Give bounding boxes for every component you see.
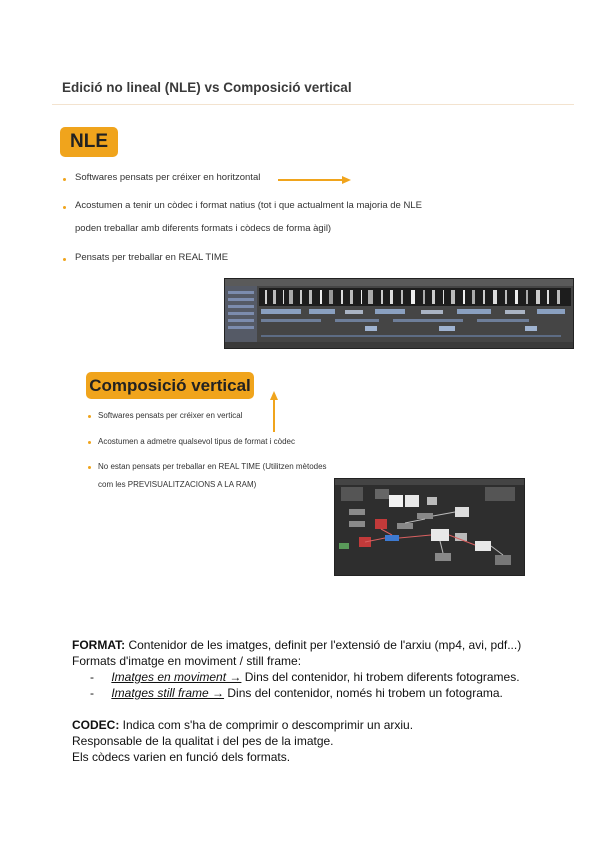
format-line-2: Formats d'imatge en moviment / still frame: bbox=[72, 654, 302, 668]
nle-timeline-screenshot bbox=[224, 278, 574, 349]
bullet-dot bbox=[63, 258, 66, 261]
bullet-dot bbox=[63, 206, 66, 209]
term-still-frame: Imatges still frame → bbox=[111, 686, 225, 700]
composition-bullet-1: Softwares pensats per créixer en vertical bbox=[98, 411, 243, 420]
composition-bullet-3-cont: com les PREVISUALITZACIONS A LA RAM) bbox=[98, 480, 257, 489]
codec-label: CODEC: bbox=[72, 718, 120, 732]
title-divider bbox=[52, 104, 574, 105]
desc-moving-images: Dins del contenidor, hi trobem diferents fotogrames. bbox=[241, 670, 520, 684]
term-moving-images: Imatges en moviment → bbox=[111, 670, 242, 684]
nle-bullet-1: Softwares pensats per créixer en horitzontal bbox=[75, 172, 261, 183]
codec-line-1 bbox=[72, 717, 413, 734]
format-item-moving bbox=[90, 669, 520, 686]
desc-still-frame: Dins del contenidor, només hi trobem un fotograma. bbox=[224, 686, 503, 700]
composition-bullet-2: Acostumen a admetre qualsevol tipus de format i còdec bbox=[98, 437, 295, 446]
horizontal-arrow-icon bbox=[278, 175, 352, 185]
list-dash: - bbox=[90, 686, 94, 700]
codec-definition: Indica com s'ha de comprimir o descomprimir un arxiu. bbox=[119, 718, 414, 732]
format-item-still bbox=[90, 685, 503, 702]
page-title: Edició no lineal (NLE) vs Composició vertical bbox=[62, 80, 352, 95]
codec-line-2: Responsable de la qualitat i del pes de la imatge. bbox=[72, 734, 334, 748]
bullet-dot bbox=[63, 178, 66, 181]
nle-bullet-2-cont: poden treballar amb diferents formats i còdecs de forma àgil) bbox=[75, 223, 332, 234]
composition-badge: Composició vertical bbox=[86, 372, 254, 399]
codec-line-3: Els còdecs varien en funció dels formats. bbox=[72, 750, 291, 764]
nle-badge: NLE bbox=[60, 127, 118, 157]
bullet-dot bbox=[88, 441, 91, 444]
nle-bullet-3: Pensats per treballar en REAL TIME bbox=[75, 252, 229, 263]
bullet-dot bbox=[88, 415, 91, 418]
node-graph-image bbox=[335, 479, 524, 575]
node-graph-screenshot bbox=[334, 478, 525, 576]
vertical-arrow-icon bbox=[269, 390, 279, 432]
list-dash: - bbox=[90, 670, 94, 684]
format-definition: Contenidor de les imatges, definit per l'extensió de l'arxiu (mp4, avi, pdf...) bbox=[125, 638, 522, 652]
format-label: FORMAT: bbox=[72, 638, 126, 652]
bullet-dot bbox=[88, 466, 91, 469]
nle-bullet-2: Acostumen a tenir un còdec i format natius (tot i que actualment la majoria de NLE bbox=[75, 200, 422, 211]
composition-bullet-3: No estan pensats per treballar en REAL TIME (Utilitzen mètodes bbox=[98, 462, 327, 471]
timeline-image bbox=[225, 279, 573, 348]
format-line-1 bbox=[72, 637, 521, 654]
